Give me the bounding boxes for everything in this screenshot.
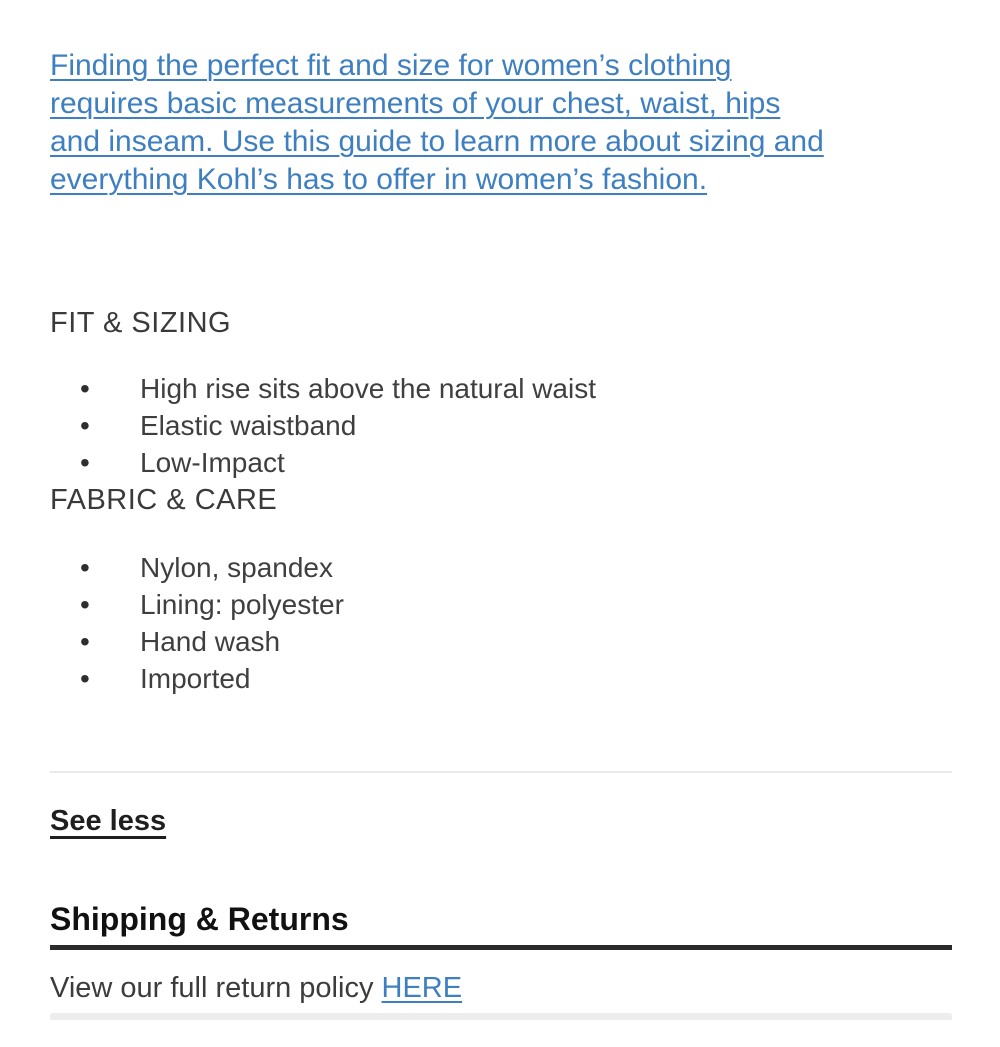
return-policy-here-link[interactable]: HERE	[381, 972, 463, 1004]
list-item: • Imported	[50, 660, 952, 697]
fabric-care-heading: FABRIC & CARE	[50, 484, 278, 516]
sizing-guide-link-line: requires basic measurements of your chest, waist, hips	[50, 87, 781, 120]
list-item: • Lining: polyester	[50, 586, 952, 623]
see-less-link[interactable]: See less	[50, 805, 167, 837]
list-item: • Low-Impact	[50, 444, 952, 481]
fabric-care-list	[50, 549, 952, 697]
return-policy-text: View our full return policy	[50, 972, 382, 1004]
list-item: • Nylon, spandex	[50, 549, 952, 586]
sizing-guide-link[interactable]	[50, 47, 952, 199]
product-details-panel	[50, 47, 952, 1020]
return-policy-line	[50, 969, 952, 1007]
fit-sizing-heading: FIT & SIZING	[50, 307, 232, 339]
sizing-guide-link-line: and inseam. Use this guide to learn more about sizing and	[50, 125, 824, 158]
shipping-returns-heading: Shipping & Returns	[50, 902, 952, 950]
fit-sizing-list	[50, 370, 952, 481]
divider	[50, 771, 952, 773]
next-section-edge	[50, 1013, 952, 1020]
list-item: • High rise sits above the natural waist	[50, 370, 952, 407]
list-item: • Elastic waistband	[50, 407, 952, 444]
sizing-guide-link-line: everything Kohl’s has to offer in women’s fashion.	[50, 163, 708, 196]
sizing-guide-link-line: Finding the perfect fit and size for women’s clothing	[50, 49, 732, 82]
list-item: • Hand wash	[50, 623, 952, 660]
